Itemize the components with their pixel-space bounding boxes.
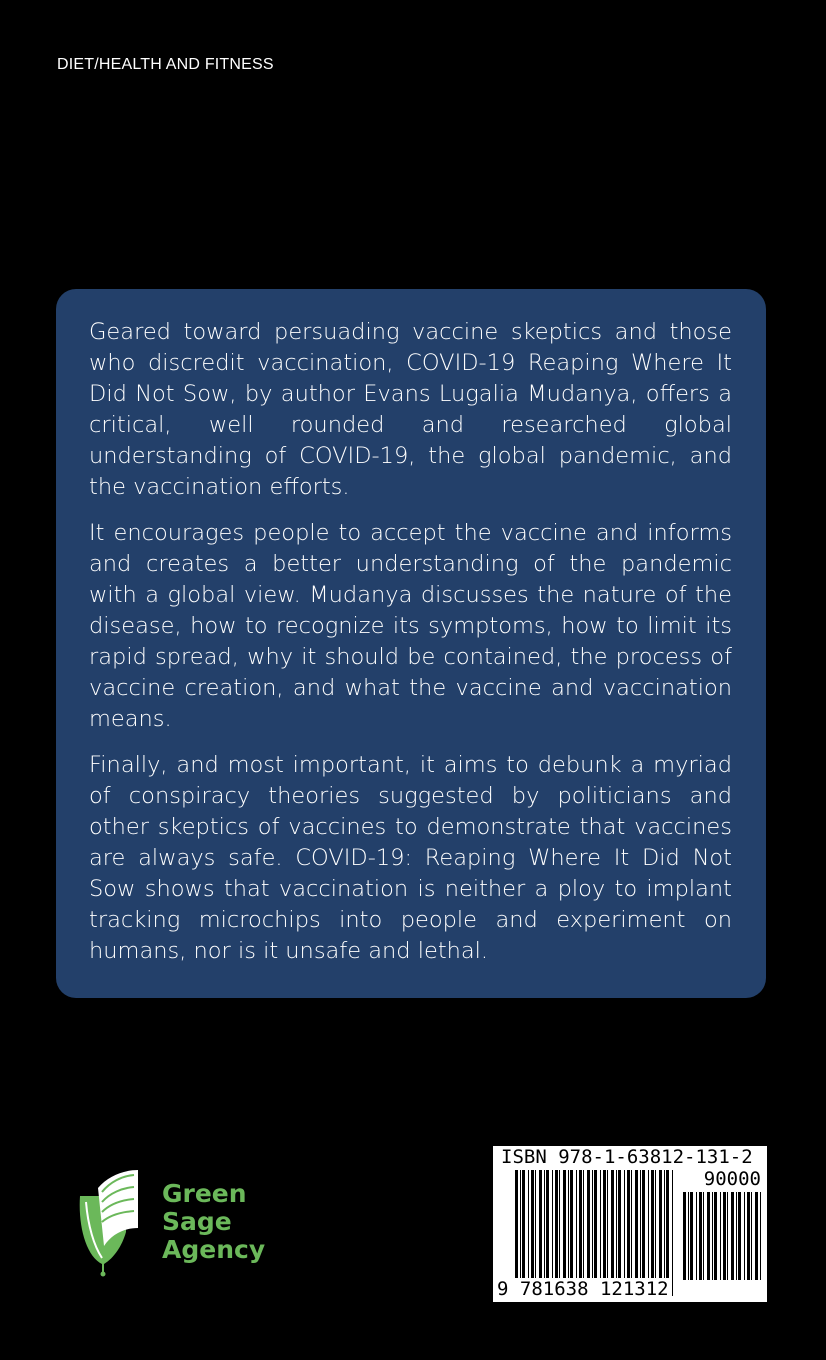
blurb-panel — [56, 289, 766, 998]
blurb-paragraph-3: Finally, and most important, it aims to debunk a myriad of conspiracy theories suggested by politicians and other skeptics of vaccines to demonstrate that vaccines are always safe. COVID-19: Reaping Where It Did Not Sow shows that vaccination is neither a ploy to implant tracking microchips into people and experiment on humans, nor is it unsafe and lethal. — [89, 752, 732, 964]
barcode-bar — [707, 1192, 710, 1280]
publisher-name-line-3: Agency — [162, 1235, 266, 1264]
barcode-bar — [736, 1192, 737, 1280]
blurb-paragraph-2: It encourages people to accept the vaccine and informs and creates a better understanding of the pandemic with a global view. Mudanya discusses the nature of the disease, how to recognize its symptoms, how to limit its rapid spread, why it should be contained, the process of vaccine creation, and what the vaccine and vaccination means. — [89, 520, 732, 732]
barcode-bar — [744, 1192, 745, 1280]
publisher-name-line-2: Sage — [162, 1207, 232, 1236]
barcode-bar — [714, 1192, 717, 1280]
barcode-bar — [688, 1192, 689, 1280]
barcode-bar — [672, 1170, 673, 1296]
barcode-bar — [731, 1192, 734, 1280]
barcode-bar — [751, 1192, 752, 1280]
barcode-bar — [703, 1192, 704, 1280]
barcode-bar — [696, 1192, 697, 1280]
barcode-bar — [690, 1192, 693, 1280]
ean-digits: 9 781638 121312 — [497, 1278, 669, 1300]
barcode-bar — [699, 1192, 702, 1280]
book-leaf-icon — [72, 1166, 152, 1278]
barcode-bar — [683, 1192, 686, 1280]
isbn-label: ISBN 978-1-63812-131-2 — [501, 1146, 753, 1168]
blurb-paragraph-1: Geared toward persuading vaccine skeptics and those who discredit vaccination, COVID-19 Reaping Where It Did Not Sow, by author Evans Lugalia Mudanya, offers a critical, well rounded and researched global understanding of COVID-19, the global pandemic, and the vaccination efforts. — [89, 319, 732, 500]
barcode-bar — [712, 1192, 713, 1280]
barcode-bar — [760, 1192, 761, 1280]
barcode-bar — [720, 1192, 721, 1280]
barcode-bar — [755, 1192, 758, 1280]
isbn-barcode — [493, 1146, 767, 1302]
barcode-bar — [723, 1192, 726, 1280]
barcode-bar — [738, 1192, 741, 1280]
price-addon-code: 90000 — [703, 1168, 761, 1190]
barcode-bar — [747, 1192, 750, 1280]
barcode-bar — [727, 1192, 728, 1280]
category-label: DIET/HEALTH AND FITNESS — [57, 56, 274, 73]
publisher-name-line-1: Green — [162, 1179, 247, 1208]
publisher-logo — [72, 1166, 312, 1278]
